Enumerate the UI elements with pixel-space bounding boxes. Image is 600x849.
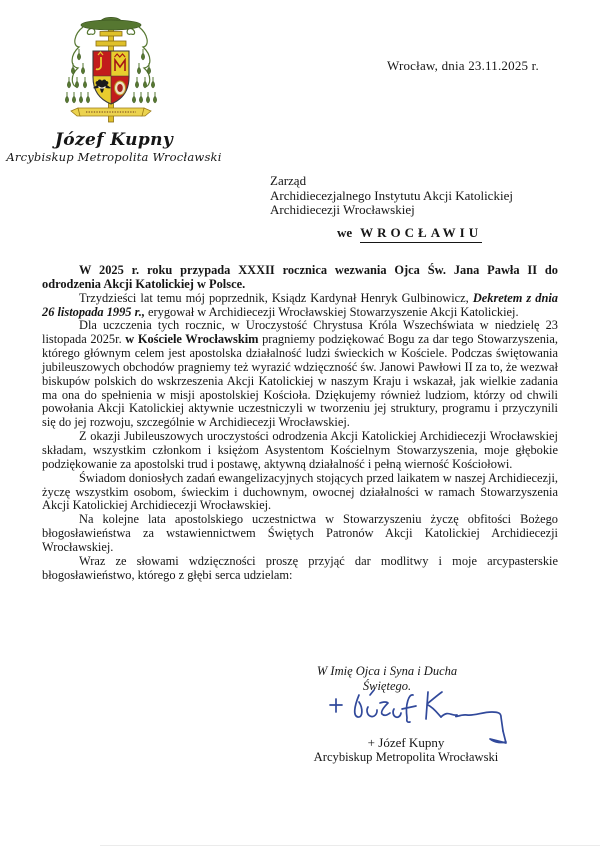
body-paragraph: Na kolejne lata apostolskiego uczestnictwa w Stowarzyszeniu życzę obfitości Bożego błogosławieństwa za wstawiennictwem Świętych Patronów Akcji Katolickiej Archidiecezji Wrocławskiej. xyxy=(42,512,558,554)
sender-title: Arcybiskup Metropolita Wrocławski xyxy=(6,150,222,164)
body-paragraph: Wraz ze słowami wdzięczności proszę przyjąć dar modlitwy i moje arcypasterskie błogosławieństwo, którego z głębi serca udzielam: xyxy=(42,553,558,582)
sender-name: Józef Kupny xyxy=(54,130,174,150)
letter-body xyxy=(42,264,558,582)
body-paragraph: W 2025 r. roku przypada XXXII rocznica wezwania Ojca Św. Jana Pawła II do odrodzenia Akcji Katolickiej w Polsce. xyxy=(42,263,558,291)
sender-block xyxy=(5,131,223,164)
addressee-line: Zarząd xyxy=(270,173,307,188)
body-paragraph: Trzydzieści lat temu mój poprzednik, Ksiądz Kardynał Henryk Gulbinowicz, Dekretem z dnia 26 listopada 1995 r., erygował w Archidiecezji Wrocławskiej Stowarzyszenie Akcji Katolickiej. xyxy=(42,290,558,319)
valediction: W Imię Ojca i Syna i Ducha Świętego. xyxy=(316,664,458,693)
typed-signature-title: Arcybiskup Metropolita Wrocławski xyxy=(313,750,499,764)
addressee-city-line xyxy=(337,225,482,243)
galero-hat-icon xyxy=(81,17,141,30)
madonna-medallion-icon xyxy=(115,81,126,95)
addressee-line: Archidiecezjalnego Instytutu Akcji Katolickiej xyxy=(270,187,513,203)
addressee-line: Archidiecezji Wrocławskiej xyxy=(270,202,415,218)
shield-icon xyxy=(93,51,129,104)
city-name: WROCŁAWIU xyxy=(360,225,482,243)
body-paragraph: Z okazji Jubileuszowych uroczystości odrodzenia Akcji Katolickiej Archidiecezji Wrocławskiej składam, wszystkim członkom i księżom Asystentom Kościelnym Stowarzyszenia, moje głębokie podziękowanie za apostolski trud i postawę, aktywną działalność i pełną wierność Kościołowi. xyxy=(42,429,558,471)
typed-signature-name: + Józef Kupny xyxy=(367,735,445,750)
episcopal-coat-of-arms-icon xyxy=(62,14,160,128)
typed-signature-block xyxy=(300,735,512,765)
body-paragraph: Dla uczczenia tych rocznic, w Uroczystość Chrystusa Króla Wszechświata w niedzielę 23 listopada 2025r. w Kościele Wrocławskim pragniemy podziękować Bogu za dar tego Stowarzyszenia, którego głównym celem jest apostolska działalność ludzi świeckich w Kościele. Podczas świętowania jubileuszowych obchodów pragniemy też wyrazić wdzięczność św. Janowi Pawłowi II za to, że wezwał biskupów polskich do wskrzeszenia Akcji Katolickiej w naszym Kraju i wskazał, jak wielkie zadania ma ona do spełnienia w misji apostolskiej Kościoła. Dziękujemy również ludziom, którzy od chwili powołania Akcji Katolickiej aktywnie uczestniczyli w tworzeniu jej struktury, programu i przyczynili się do jej rozwoju, szczególnie w Archidiecezji Wrocławskiej. xyxy=(42,318,558,430)
motto-banner-icon xyxy=(71,108,151,116)
coat-of-arms xyxy=(62,14,160,128)
date-line: Wrocław, dnia 23.11.2025 r. xyxy=(387,58,539,73)
body-paragraph: Świadom doniosłych zadań ewangelizacyjnych stojących przed laikatem w naszej Archidiecezji, życzę wszystkim osobom, świeckim i duchownym, owocnej działalności w ramach Stowarzyszenia Akcji Katolickiej Archidiecezji Wrocławskiej. xyxy=(42,470,558,513)
city-prefix: we xyxy=(337,225,353,240)
addressee-block xyxy=(270,174,513,218)
scan-artifact-line xyxy=(100,845,600,846)
